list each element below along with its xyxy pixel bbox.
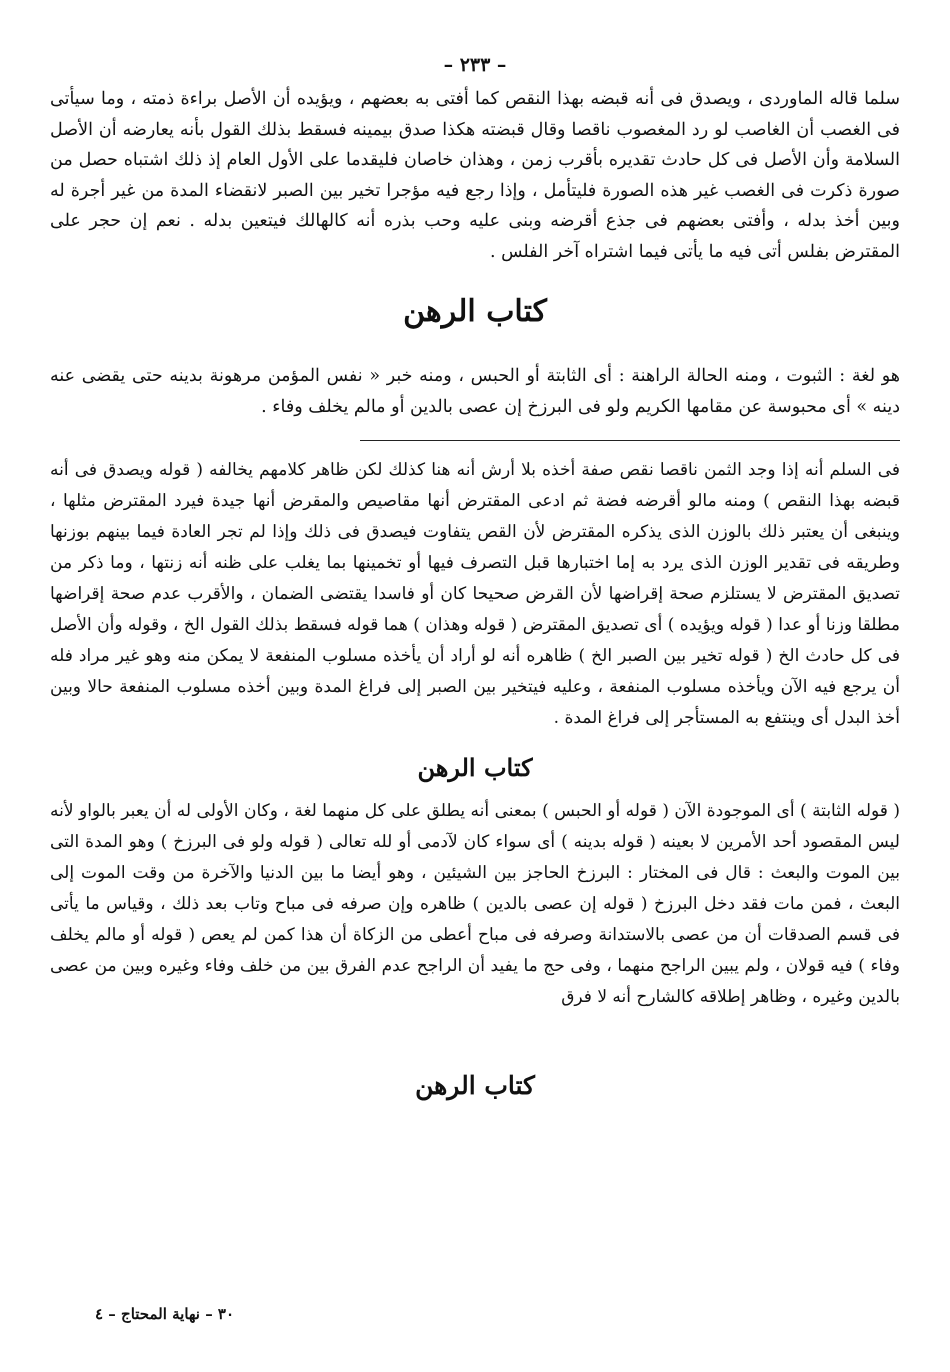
commentary-heading: كتاب الرهن — [417, 753, 533, 782]
footnote-separator — [360, 440, 900, 441]
chapter-intro-paragraph: هو لغة : الثبوت ، ومنه الحالة الراهنة : أى الثابتة أو الحبس ، ومنه خبر « نفس المؤمن مرهونة بدينه حتى يقضى عنه دينه » أى محبوسة عن مقامها الكريم ولو فى البرزخ إن عصى بالدين أو مالم يخلف وفاء . — [50, 366, 900, 417]
commentary-chapter-paragraph: ( قوله الثابتة ) أى الموجودة الآن ( قوله أو الحبس ) بمعنى أنه يطلق على كل منهما لغة ، وكان الأولى له أن يعبر بالواو لأنه ليس المقصود أحد الأمرين لا بعينه ( قوله بدينه ) أى سواء كان لآدمى أو لله تعالى ( قوله ولو فى البرزخ ) وهو المدة التى بين الموت والبعث : قال فى المختار : البرزخ الحاجز بين الشيئين ، وهو أيضا ما بين الدنيا والآخرة من وقت الموت إلى البعث ، فمن مات فقد دخل البرزخ ( قوله إن عصى بالدين ) ظاهره وإن صرفه فى مباح وتاب بعد ذلك ، وقياس ما يأتى فى قسم الصدقات أن من عصى بالاستدانة وصرفه فى مباح أعطى من الزكاة أن هذا كمن لم يعص ( قوله أو مالم يخلف وفاء ) فيه قولان ، ولم يبين الراجح منهما ، وفى حج ما يفيد أن الراجح عدم الفرق بين من خلف وفاء وغيره وبين من عصى بالدين وغيره ، وظاهر إطلاقه كالشارح أنه لا فرق — [50, 801, 900, 1007]
book-page — [50, 50, 900, 1111]
chapter-heading: كتاب الرهن — [403, 294, 547, 329]
signature-footer: ٣٠ – نهاية المحتاج – ٤ — [95, 1305, 235, 1323]
main-text-paragraph: سلما قاله الماوردى ، ويصدق فى أنه قبضه بهذا النقص كما أفتى به بعضهم ، ويؤيده أن الأصل براءة ذمته ، وما سيأتى فى الغصب أن الغاصب لو رد المغصوب ناقصا وقال قبضته هكذا صدق بيمينه فسقط بذلك القول بأنه يعارضه أن الأصل السلامة وأن الأصل فى كل حادث تقديره بأقرب زمن ، وهذان خاصان فليقدما على الأول العام إذ ذلك اشتباه حصل من صورة ذكرت فى الغصب غير هذه الصورة فليتأمل ، وإذا رجع فيه مؤجرا تخير بين الصبر لانقضاء المدة من غير أجرة له وبين أخذ بدله ، وأفتى بعضهم فى جذع أقرضه وبنى عليه وحب بذره أنه كالهالك فيتعين بدله . نعم إن حجر على المقترض بفلس أتى فيه ما يأتى فيما اشتراه آخر الفلس . — [50, 89, 900, 262]
next-chapter-heading: كتاب الرهن — [415, 1071, 535, 1100]
page-number: – ٢٣٣ – — [443, 54, 507, 76]
commentary-paragraph: فى السلم أنه إذا وجد الثمن ناقصا نقص صفة أخذه بلا أرش أنه هنا كذلك لكن ظاهر كلامهم يخالفه ( قوله ويصدق فى أنه قبضه بهذا النقص ) ومنه مالو أقرضه فضة ثم ادعى المقترض أنها مقاصيص والمقرض أنها جيدة فيرد المقترض مثلها ، وينبغى أن يعتبر ذلك بالوزن الذى يذكره المقترض لأن القص يتفاوت فيصدق فى ذلك وإذا لم تجر العادة فيما بينهم بوزنها وطريقه فى تقدير الوزن الذى يرد به إما اختبارها قبل التصرف فيها أو تخمينها بما يغلب على ظنه أنه زنتها ، وما ذكر من تصديق المقترض لا يستلزم صحة إقراضها لأن القرض صحيحا كان أو فاسدا يقتضى الضمان ، والأقرب عدم صحة إقراضها مطلقا وزنا أو عدا ( قوله ويؤيده ) أى تصديق المقترض ( قوله وهذان ) هما قوله فسقط بذلك القول الخ ، وقوله وأن الأصل فى كل حادث الخ ( قوله تخير بين الصبر الخ ) ظاهره أنه لو أراد أن يأخذه مسلوب المنفعة لا يمكن منه وهو غير مراد فله أن يرجع فيه الآن ويأخذه مسلوب المنفعة ، وعليه فيتخير بين الصبر إلى فراغ المدة وبين أخذه مسلوب المنفعة حالا وبين أخذ البدل أى وينتفع به المستأجر إلى فراغ المدة . — [50, 460, 900, 728]
